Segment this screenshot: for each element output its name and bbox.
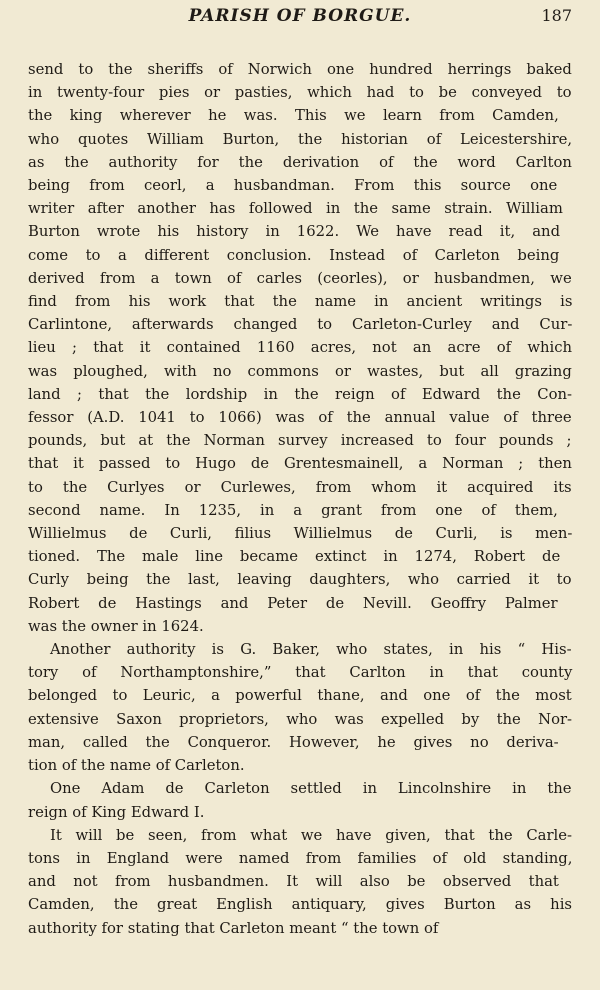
text-line: One Adam de Carleton settled in Lincolnshire in the bbox=[50, 780, 572, 798]
body-text bbox=[28, 58, 572, 940]
page-header bbox=[28, 0, 572, 34]
text-line: the king wherever he was. This we learn from Camden, bbox=[28, 107, 559, 125]
text-line: tion of the name of Carleton. bbox=[28, 757, 245, 775]
text-line: It will be seen, from what we have given, that the Carle- bbox=[50, 826, 573, 844]
text-line: extensive Saxon proprietors, who was expelled by the Nor- bbox=[28, 710, 573, 728]
text-line: who quotes William Burton, the historian of Leicestershire, bbox=[28, 130, 573, 148]
text-line: belonged to Leuric, a powerful thane, and one of the most bbox=[28, 687, 572, 705]
text-line: Robert de Hastings and Peter de Nevill. Geoffry Palmer bbox=[28, 594, 558, 612]
text-line: writer after another has followed in the same strain. William bbox=[28, 200, 563, 218]
text-line: second name. In 1235, in a grant from one of them, bbox=[28, 501, 558, 519]
paragraph bbox=[28, 58, 572, 638]
paragraph bbox=[28, 638, 572, 777]
text-line: find from his work that the name in ancient writings is bbox=[28, 293, 573, 311]
text-line: Burton wrote his history in 1622. We have read it, and bbox=[28, 223, 561, 241]
text-line: come to a different conclusion. Instead of Carleton being bbox=[28, 246, 560, 264]
text-line: tory of Northamptonshire,” that Carlton in that county bbox=[28, 664, 573, 682]
text-line: derived from a town of carles (ceorles), or husbandmen, we bbox=[28, 269, 572, 287]
text-line: and not from husbandmen. It will also be observed that bbox=[28, 873, 559, 891]
text-line: reign of King Edward I. bbox=[28, 803, 205, 821]
text-line: tons in England were named from families of old standing, bbox=[28, 849, 573, 867]
text-line: to the Curlyes or Curlewes, from whom it acquired its bbox=[28, 478, 572, 496]
text-line: as the authority for the derivation of the word Carlton bbox=[28, 153, 572, 171]
text-line: man, called the Conqueror. However, he gives no deriva- bbox=[28, 733, 559, 751]
paragraph bbox=[28, 777, 572, 823]
text-line: being from ceorl, a husbandman. From this source one bbox=[28, 177, 558, 195]
text-line: that it passed to Hugo de Grentesmainell, a Norman ; then bbox=[28, 455, 572, 473]
text-line: send to the sheriffs of Norwich one hundred herrings baked bbox=[28, 61, 572, 78]
text-line: was the owner in 1624. bbox=[28, 617, 204, 635]
paragraph bbox=[28, 824, 572, 940]
page-number: 187 bbox=[541, 6, 572, 25]
text-line: authority for stating that Carleton meant “ the town of bbox=[28, 919, 439, 937]
text-line: fessor (A.D. 1041 to 1066) was of the annual value of three bbox=[28, 409, 572, 427]
text-line: lieu ; that it contained 1160 acres, not an acre of which bbox=[28, 339, 573, 357]
text-line: Carlintone, afterwards changed to Carleton-Curley and Cur- bbox=[28, 316, 573, 334]
text-line: Willielmus de Curli, filius Willielmus de Curli, is men- bbox=[28, 525, 573, 543]
text-line: pounds, but at the Norman survey increased to four pounds ; bbox=[28, 432, 572, 450]
text-line: in twenty-four pies or pasties, which had to be conveyed to bbox=[28, 84, 572, 102]
text-line: tioned. The male line became extinct in 1274, Robert de bbox=[28, 548, 561, 566]
running-title: PARISH OF BORGUE. bbox=[188, 6, 412, 26]
text-line: Camden, the great English antiquary, gives Burton as his bbox=[28, 896, 573, 914]
text-line: land ; that the lordship in the reign of Edward the Con- bbox=[28, 385, 573, 403]
text-line: Another authority is G. Baker, who states, in his “ His- bbox=[50, 641, 572, 659]
text-line: Curly being the last, leaving daughters, who carried it to bbox=[28, 571, 572, 589]
text-line: was ploughed, with no commons or wastes, but all grazing bbox=[28, 362, 572, 380]
